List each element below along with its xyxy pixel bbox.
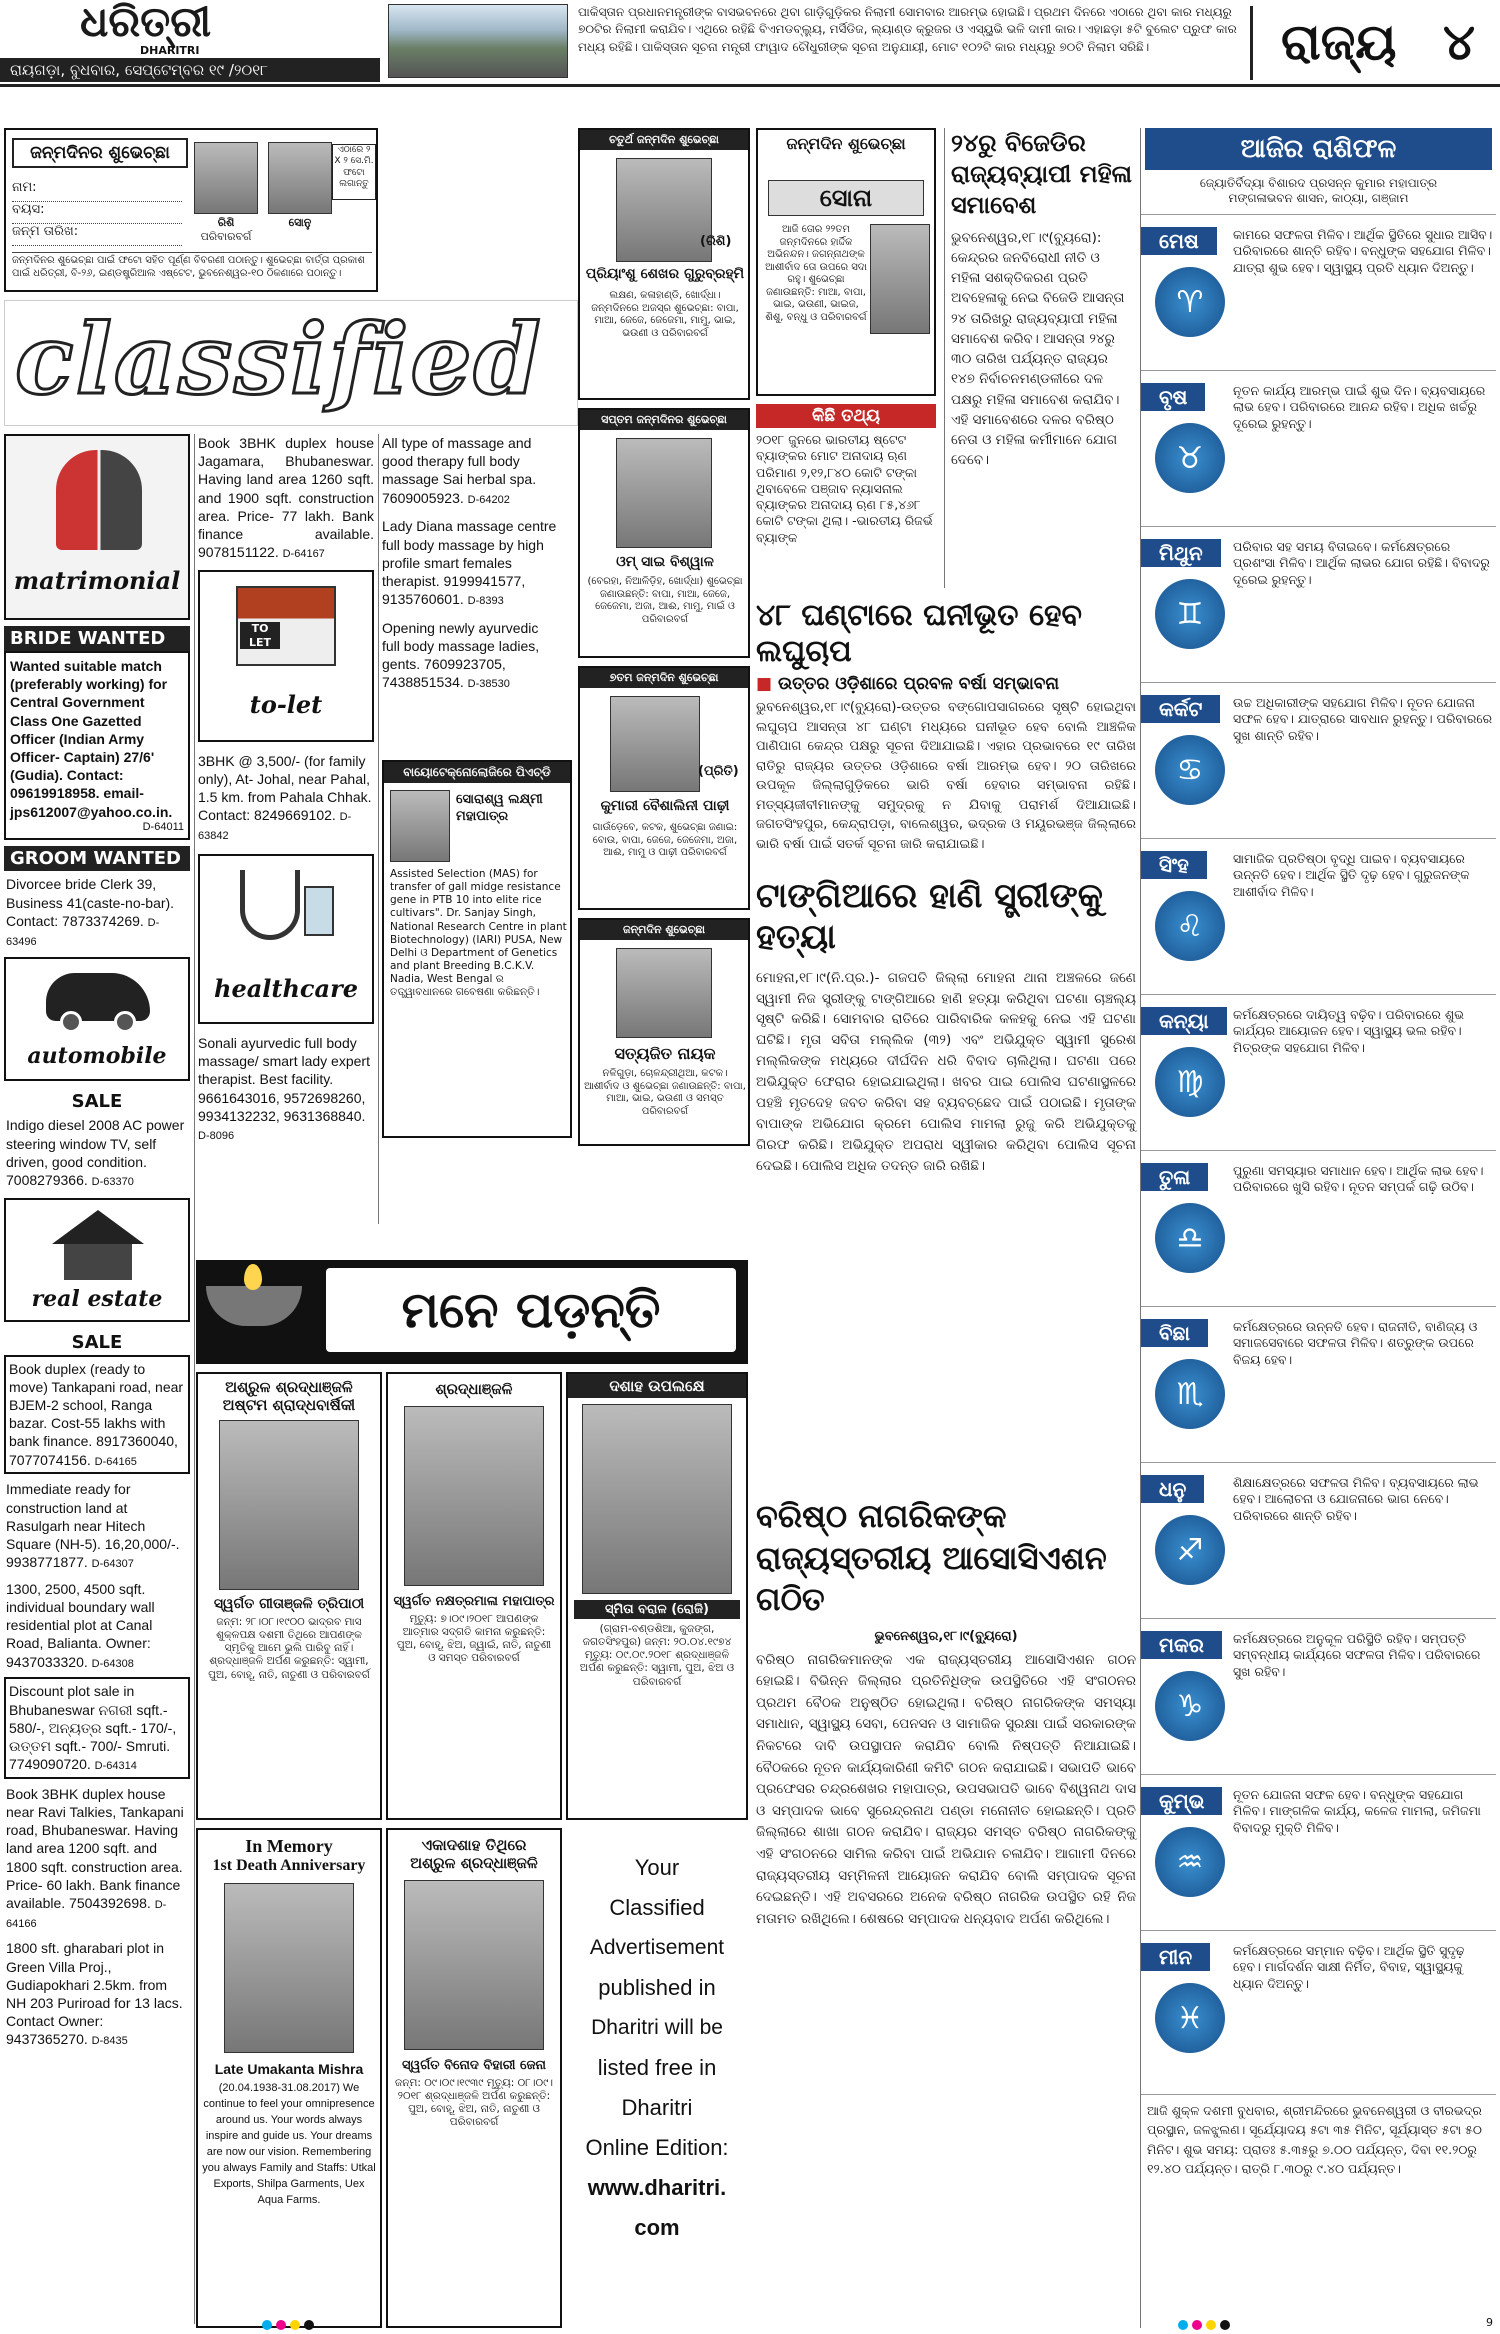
photo-size-note: ଏଠାରେ ୨ X ୨ ସେ.ମି. ଫଟୋ ଲଗାନ୍ତୁ (332, 144, 376, 200)
col2-ad-0-code: D-64167 (282, 548, 325, 561)
sign-pisces-label: ମୀନ (1141, 1943, 1210, 1971)
sign-libra-label: ତୁଳା (1141, 1163, 1208, 1191)
re-ad-3-text: Discount plot sale in Bhubaneswar ନଗରୀ sqft.- 580/-, ଅନ୍ୟତ୍ର sqft.- 170/-, ଉତ୍ତମ sqft.- 700/- Smruti. 7749090720. (9, 1683, 177, 1773)
classified-banner (4, 300, 578, 426)
lamp-icon (206, 1286, 302, 1326)
car-wheel-left-icon (60, 1011, 82, 1033)
birthday-ad-2-photo (610, 696, 700, 792)
weather-subhead-text: ଉତ୍ତର ଓଡ଼ିଶାରେ ପ୍ରବଳ ବର୍ଷା ସମ୍ଭାବନା (777, 674, 1059, 694)
parking-lot-photo (388, 4, 568, 78)
fact-text: ୨୦୧୮ ଜୁନରେ ଭାରତୀୟ ଷ୍ଟେଟ ବ୍ୟାଙ୍କର ମୋଟ ଅନାଦାୟ ଋଣ ପରିମାଣ ୨,୧୨,୮୪୦ କୋଟି ଟଙ୍କା ଥିବାବେଳେ ପଞ୍ଜାବ ନ୍ୟାସନାଲ ବ୍ୟାଙ୍କର ଅନାଦାୟ ଋଣ ୮୫,୪୬୮ କୋଟି ଟଙ୍କା ଥିଲା। -ଭାରତୀୟ ରିଜର୍ଭ ବ୍ୟାଙ୍କ (756, 432, 933, 545)
re-ad-5 (4, 1933, 190, 2051)
col3-ad-2-text: Opening newly ayurvedic full body massage ladies, gents. 7609923705, 7438851534. (382, 619, 540, 691)
obituary-ad-1-name: ସ୍ୱର୍ଗତ ନକ୍ଷତ୍ରମାଳା ମହାପାତ୍ର (393, 1594, 555, 1609)
col3-ad-1-text: Lady Diana massage centre full body massage by high profile smart females therapist. 9199941577, 9135760601. (382, 518, 557, 608)
car-wheel-right-icon (114, 1011, 136, 1033)
birthday-ad-1-head: ସପ୍ତମ ଜନ୍ମଦିନର ଶୁଭେଚ୍ଛା (580, 410, 748, 430)
groom-wanted-code: D-63496 (6, 916, 160, 948)
horoscope-byline-2: ମଙ୍ଗଳାଭବନ ଶାସନ, କାଠ୍ୟା, ଗଞ୍ଜାମ (1228, 191, 1409, 205)
realestate-graphic (4, 1198, 190, 1322)
thesis-ad (382, 760, 572, 1138)
sign-virgo-text: କର୍ମକ୍ଷେତ୍ରରେ ଦାୟିତ୍ୱ ବଢ଼ିବ। ପରିବାରରେ ଶୁଭ କାର୍ଯ୍ୟର ଆୟୋଜନ ହେବ। ସ୍ୱାସ୍ଥ୍ୟ ଭଲ ରହିବ। ମିତ୍ରଙ୍କ ସହଯୋଗ ମିଳିବ। (1233, 1007, 1464, 1055)
classified-col-2 (198, 434, 374, 1224)
photo-subcaption: ପରିବାରବର୍ଗ (200, 230, 252, 243)
promo-line-6: Dharitri (621, 2095, 693, 2120)
obituary-ad-2-photo (582, 1404, 732, 1594)
thesis-name: ସୋରାଶ୍ୱ ଲକ୍ଷ୍ମୀ ମହାପାତ୍ର (456, 792, 543, 824)
obituary-ad-0 (196, 1372, 382, 1820)
matrimonial-graphic (4, 434, 190, 620)
obituary-ad-1-photo (404, 1406, 544, 1586)
horoscope-signs (1141, 214, 1496, 2086)
sign-aquarius (1141, 1774, 1496, 1930)
sign-pisces-text: କର୍ମକ୍ଷେତ୍ରରେ ସମ୍ମାନ ବଢ଼ିବ। ଆର୍ଥିକ ସ୍ଥିତି ସୁଦୃଢ଼ ହେବ। ମାର୍ଗଦର୍ଶନ ସାକ୍ଷୀ ନିର୍ମିତ, ବିବାହ, ସ୍ୱାସ୍ଥ୍ୟକୁ ଧ୍ୟାନ ଦିଅନ୍ତୁ। (1233, 1943, 1465, 1991)
healthcare-graphic (198, 854, 374, 1024)
sign-cancer-text: ଉଚ୍ଚ ଅଧିକାରୀଙ୍କ ସହଯୋଗ ମିଳିବ। ନୂତନ ଯୋଜନା ସଫଳ ହେବ। ଯାତ୍ରାରେ ସାବଧାନ ରୁହନ୍ତୁ। ପରିବାରରେ ସୁଖ ଶାନ୍ତି ରହିବ। (1233, 695, 1493, 743)
birthday-ad-0-nick: (ରିଶି) (700, 234, 732, 249)
re-ad-2-code: D-64308 (91, 1657, 134, 1670)
sign-libra (1141, 1150, 1496, 1306)
sign-aquarius-text: ନୂତନ ଯୋଜନା ସଫଳ ହେବ। ବନ୍ଧୁଙ୍କ ସହଯୋଗ ମିଳିବ। ମାଙ୍ଗଳିକ କାର୍ଯ୍ୟ, କଳେଜ ମାମଲା, ଜମିଜମା ବିବାଦରୁ ମୁକ୍ତି ମିଳିବ। (1233, 1787, 1481, 1835)
sale-code: D-63370 (91, 1175, 134, 1188)
medicine-bottle-icon (304, 886, 334, 936)
col3-ad-0 (382, 434, 558, 507)
groom-wanted-head: GROOM WANTED (4, 846, 190, 871)
obituary-ad-2 (566, 1372, 748, 1820)
photo-caption-2: ସୋନୁ (288, 216, 312, 229)
sign-sagittarius (1141, 1462, 1496, 1618)
birthday-ad-0-photo (616, 158, 712, 262)
obituary-ad-1 (386, 1372, 562, 1820)
promo-line-7: Online Edition: (585, 2135, 729, 2160)
obituary-ad-4-head2: ଅଶ୍ରୁଳ ଶ୍ରଦ୍ଧାଞ୍ଜଳି (410, 1854, 538, 1872)
sign-gemini (1141, 526, 1496, 682)
obituary-ad-3-name: Late Umakanta Mishra (214, 2061, 364, 2077)
house-body-icon (64, 1244, 132, 1280)
birthday-ad-1-text: (ବେରହା, ନିଆଳିଡ଼ିହ, ଖୋର୍ଦ୍ଧା) ଶୁଭେଚ୍ଛା ଜଣାଉଛନ୍ତି: ବାପା, ମାଆ, ଜେଜେ, ଜେଜେମା, ଅଜା, ଆଈ, ମାମୁ, ମାଇଁ ଓ ପରିବାରବର୍ଗ (587, 576, 743, 625)
sign-gemini-text: ପରିବାର ସହ ସମୟ ବିତାଇବେ। କର୍ମକ୍ଷେତ୍ରରେ ପ୍ରଶଂସା ମିଳିବ। ଆର୍ଥିକ ଲାଭର ଯୋଗ ରହିଛି। ବିବାଦରୁ ଦୂରେଇ ରୁହନ୍ତୁ। (1233, 539, 1490, 587)
birthday-ad-0-head: ଚତୁର୍ଥ ଜନ୍ମଦିନ ଶୁଭେଚ୍ଛା (580, 130, 748, 150)
birthday-form-title: ଜନ୍ମଦିନର ଶୁଭେଚ୍ଛା (12, 138, 188, 168)
masthead (0, 0, 1500, 84)
top-story-text: ପାକିସ୍ତାନ ପ୍ରଧାନମନ୍ତ୍ରୀଙ୍କ ବାସଭବନରେ ଥିବା ଗାଡ଼ିଗୁଡ଼ିକର ନିଲାମୀ ସୋମବାର ଆରମ୍ଭ ହୋଇଛି। ପ୍ରଥମ ଦିନରେ ଏଠାରେ ଥିବା କାର ମଧ୍ୟରୁ ୭୦ଟିର ନିଲାମୀ କରାଯିବ। ଏଥିରେ ରହିଛି ବିଏମଡବ୍ଲ୍ୟୁ, ମର୍ସିଡିଜ, ଲ୍ୟାଣ୍ଡ କ୍ରୁଜର ଓ ଏସ୍‌ୟୁଭି ଭଳି ଦାମୀ କାର। ଏହାଛଡ଼ା ୫ଟି ବୁଲେଟ ପ୍ରୁଫ କାର ମଧ୍ୟ ରହିଛି। ପାକିସ୍ତାନ ସୂଚନା ମନ୍ତ୍ରୀ ଫାୱାଦ ଚୌଧୁରୀଙ୍କ ସୂଚନା ଅନୁଯାୟୀ, ମୋଟ ୧୦୨ଟି କାର ମଧ୍ୟରୁ ୭୦ଟି ନିଲାମ ସରିଛି। (578, 5, 1237, 54)
sale-head: SALE (71, 1091, 123, 1113)
sagittarius-icon: ♐ (1155, 1515, 1225, 1585)
obituary-ad-2-name: ସ୍ମିତା ବରାଳ (ରୋଜି) (574, 1600, 740, 1619)
gemini-icon: ♊ (1155, 579, 1225, 649)
sign-cancer (1141, 682, 1496, 838)
obituary-ad-4-name: ସ୍ୱର୍ଗତ ବିନୋଦ ବିହାରୀ ଜେନା (402, 2058, 546, 2073)
yellow-dot-icon (290, 2320, 300, 2330)
libra-icon: ♎ (1155, 1203, 1225, 1273)
horoscope-byline: ଜ୍ୟୋତିର୍ବିଦ୍ୟା ବିଶାରଦ ପ୍ରସନ୍ନ କୁମାର ମହାପାତ୍ର (1199, 176, 1438, 190)
promo-line-3: published in (598, 1975, 716, 2000)
sign-scorpio-label: ବିଛା (1141, 1319, 1208, 1347)
col2-ad-0 (198, 434, 374, 562)
registration-marks-left (262, 2320, 314, 2330)
sona-head: ଜନ୍ମଦିନ ଶୁଭେଚ୍ଛା (786, 134, 906, 153)
re-ad-1 (4, 1474, 190, 1574)
col3-ad-1 (382, 517, 558, 609)
promo-line-5: listed free in (597, 2055, 717, 2080)
bjd-headline: ୨୪ରୁ ବିଜେଡିର ରାଜ୍ୟବ୍ୟାପୀ ମହିଳା ସମାବେଶ (951, 129, 1132, 220)
col3-ad-2-code: D-38530 (467, 678, 510, 691)
birthday-ad-2 (578, 666, 750, 910)
bride-wanted-code: D-64011 (142, 820, 184, 833)
classified-col-1 (4, 434, 190, 2330)
sign-capricorn (1141, 1618, 1496, 1774)
taurus-icon: ♉ (1155, 423, 1225, 493)
birthday-ad-3-text: ନଳିଗୁଡ଼ା, ଚୋଳନ୍ଦ୍ରୀଥିଆ, କଟକ। ଆଶୀର୍ବାଦ ଓ ଶୁଭେଚ୍ଛା ଜଣାଉଛନ୍ତି: ବାପା, ମାଆ, ଭାଇ, ଭଉଣୀ ଓ ସମସ୍ତ ପରିବାରବର୍ଗ (584, 1068, 746, 1117)
col2-ad-1 (198, 752, 374, 844)
couple-illustration (56, 450, 142, 550)
logo-sub: DHARITRI (140, 44, 200, 57)
bjd-body: ଭୁବନେଶ୍ୱର,୧୮।୯(ବ୍ୟୁରୋ): କେନ୍ଦ୍ରର ଜନବିରୋଧୀ ନୀତି ଓ ମହିଳା ସଶକ୍ତିକରଣ ପ୍ରତି ଅବହେଳାକୁ ନେଇ ବିଜେଡି ଆସନ୍ତା ୨୪ ତାରିଖରୁ ରାଜ୍ୟବ୍ୟାପୀ ମହିଳା ସମାବେଶ କରିବ। ଆସନ୍ତା ୨୪ରୁ ୩୦ ତାରିଖ ପର୍ଯ୍ୟନ୍ତ ରାଜ୍ୟର ୧୪୭ ନିର୍ବାଚନମଣ୍ଡଳୀରେ ଦଳ ପକ୍ଷରୁ ମହିଳା ସମାବେଶ କରାଯିବ। ଏହି ସମାବେଶରେ ଦଳର ବରିଷ୍ଠ ନେତା ଓ ମହିଳା କର୍ମୀମାନେ ଯୋଗ ଦେବେ। (951, 229, 1125, 469)
sign-virgo (1141, 994, 1496, 1150)
obituary-ad-0-name: ସ୍ୱର୍ଗତ ଗୀତାଞ୍ଜଳି ତ୍ରିପାଠୀ (213, 1596, 365, 1612)
obituary-ad-2-text: (ଗ୍ରାମ-ବଣ୍ଡଶିଆ, କୁଜଙ୍ଗ, ଜଗତସିଂହପୁର) ଜନ୍ମ: ୨୦.୦୪.୧୯୭୪ ମୃତ୍ୟୁ: ୦୯.୦୯.୨୦୧୮ ଶ୍ରଦ୍ଧାଞ୍ଜଳି ଅର୍ପଣ କରୁଛନ୍ତି: ସ୍ୱାମୀ, ପୁଅ, ଝିଅ ଓ ପରିବାରବର୍ଗ (579, 1623, 735, 1688)
bjd-story (944, 128, 1132, 588)
pisces-icon: ♓ (1155, 1983, 1225, 2053)
obituary-ad-3-photo (224, 1883, 354, 2053)
cyan-dot-icon (1178, 2320, 1188, 2330)
re-ad-1-code: D-64307 (91, 1558, 134, 1571)
re-ad-3-code: D-64314 (94, 1760, 137, 1773)
weather-body: ଭୁବନେଶ୍ୱର,୧୮।୯(ବ୍ୟୁରୋ)-ଉତ୍ତର ବଙ୍ଗୋପସାଗରରେ ସୃଷ୍ଟି ହୋଇଥିବା ଲଘୁଚାପ ଆସନ୍ତା ୪୮ ଘଣ୍ଟା ମଧ୍ୟରେ ଘନୀଭୂତ ହେବ ବୋଲି ଆଞ୍ଚଳିକ ପାଣିପାଗ କେନ୍ଦ୍ର ପକ୍ଷରୁ ସୂଚନା ଦିଆଯାଇଛି। ଏହାର ପ୍ରଭାବରେ ୧୯ ତାରିଖ ରାତିରୁ ରାଜ୍ୟର ଉତ୍ତର ଓଡ଼ିଶାରେ ବର୍ଷା ଆରମ୍ଭ ହେବ। ୨୦ ତାରିଖରେ ଉପକୂଳ ଜିଲ୍ଲାଗୁଡ଼ିକରେ ଭାରି ବର୍ଷା ହେବାର ସମ୍ଭାବନା ରହିଛି। ମତ୍ସ୍ୟଜୀବୀମାନଙ୍କୁ ସମୁଦ୍ରକୁ ନ ଯିବାକୁ ପରାମର୍ଶ ଦିଆଯାଇଛି। ଜଗତସିଂହପୁର, କେନ୍ଦ୍ରାପଡ଼ା, ବାଲେଶ୍ୱର, ଭଦ୍ରକ ଓ ମୟୂରଭଞ୍ଜ ଜିଲ୍ଲାରେ ଭାରି ବର୍ଷା ପାଇଁ ସତର୍କ ସୂଚନା ଜାରି କରାଯାଇଛି। (756, 700, 1136, 852)
online-promo (566, 1828, 748, 2328)
promo-line-2: Advertisement (589, 1936, 725, 1959)
birthday-ad-2-head: ୭ତମ ଜନ୍ମଦିନ ଶୁଭେଚ୍ଛା (580, 668, 748, 688)
obituary-ad-3 (196, 1828, 382, 2328)
crime-story (756, 876, 1136, 1488)
sign-scorpio (1141, 1306, 1496, 1462)
sign-leo-label: ସିଂହ (1141, 851, 1207, 879)
horoscope (1140, 128, 1496, 2328)
sona-name: ସୋନା (768, 180, 924, 216)
sign-pisces (1141, 1930, 1496, 2086)
sign-gemini-label: ମିଥୁନ (1141, 539, 1221, 567)
field-dob[interactable]: ଜନ୍ମ ତାରିଖ: (12, 224, 182, 246)
flame-icon (244, 1264, 262, 1290)
magenta-dot-icon (276, 2320, 286, 2330)
sign-leo (1141, 838, 1496, 994)
re-ad-4-text: Book 3BHK duplex house near Ravi Talkies, Tankapani road, Bhubaneswar. Having land area 1200 sqft. and 1800 sqft. construction area. Price- 60 lakh. Bank finance available. 7504392698. (6, 1785, 184, 1911)
sign-virgo-label: କନ୍ୟା (1141, 1007, 1227, 1035)
birthday-ad-1 (578, 408, 750, 658)
sample-photo-2 (268, 142, 332, 214)
scorpio-icon: ♏ (1155, 1359, 1225, 1429)
col3-ad-1-code: D-8393 (467, 595, 504, 608)
page-number: ୪ (1443, 13, 1476, 71)
birthday-form (4, 128, 378, 292)
col3-ad-0-code: D-64202 (467, 493, 510, 506)
re-ad-2-text: 1300, 2500, 4500 sqft. individual boundary wall residential plot at Canal Road, Balianta. Owner: 9437033320. (6, 1580, 155, 1670)
sign-capricorn-text: କର୍ମକ୍ଷେତ୍ରରେ ଅନୁକୂଳ ପରିସ୍ଥିତି ରହିବ। ସମ୍ପତ୍ତି ସମ୍ବନ୍ଧୀୟ କାର୍ଯ୍ୟରେ ସଫଳତା ମିଳିବ। ପରିବାରରେ ସୁଖ ରହିବ। (1233, 1631, 1481, 1679)
magenta-dot-icon (1192, 2320, 1202, 2330)
house-roof-icon (52, 1210, 144, 1244)
re-ad-0-code: D-64165 (94, 1455, 137, 1468)
logo: ଧରିତ୍ରୀ (80, 0, 212, 46)
re-ad-2 (4, 1574, 190, 1674)
re-ad-5-code: D-8435 (91, 2035, 128, 2048)
obituary-ad-1-head: ଶ୍ରଦ୍ଧାଞ୍ଜଳି (435, 1380, 513, 1398)
weather-headline: ୪୮ ଘଣ୍ଟାରେ ଘନୀଭୂତ ହେବ ଲଘୁଚାପ (756, 598, 1082, 669)
field-name[interactable]: ନାମ: (12, 180, 182, 202)
sign-taurus-text: ନୂତନ କାର୍ଯ୍ୟ ଆରମ୍ଭ ପାଇଁ ଶୁଭ ଦିନ। ବ୍ୟବସାୟରେ ଲାଭ ହେବ। ପରିବାରରେ ଆନନ୍ଦ ରହିବ। ଅଧିକ ଖର୍ଚ୍ଚରୁ ଦୂରେଇ ରୁହନ୍ତୁ। (1233, 383, 1486, 431)
leo-icon: ♌ (1155, 891, 1225, 961)
sale-text: Indigo diesel 2008 AC power steering window TV, self driven, good condition. 7008279366. (6, 1117, 185, 1188)
re-ad-4-code: D-64166 (6, 1898, 167, 1930)
col2-ad-2-text: Sonali ayurvedic full body massage/ smart lady expert therapist. Best facility. 9661643016, 9572698260, 9934132232, 9631368840. (198, 1034, 370, 1124)
aries-icon: ♈ (1155, 267, 1225, 337)
sign-aries-label: ମେଷ (1141, 227, 1217, 255)
weather-story (756, 598, 1136, 868)
birthday-ad-3 (578, 918, 750, 1146)
classified-banner-text: classified (15, 303, 543, 416)
bride-wanted-text: Wanted suitable match (preferably working) for Central Government Class One Gazetted Officer (Indian Army Officer- Captain) 27/6' (Gudia). Contact: 09619918958. email-jps612007@yahoo.co.in. (10, 658, 173, 820)
healthcare-label: healthcare (214, 973, 358, 1003)
obituary-ad-3-text: (20.04.1938-31.08.2017) We continue to feel your omnipresence around us. Your words always inspire and guide us. Your dreams are now our vision. Remembering you always Family and Staffs: Utkal Exports, Shilpa Garments, Uex Aqua Farms. (202, 2082, 376, 2206)
sign-aries-text: କାମରେ ସଫଳତା ମିଳିବ। ଆର୍ଥିକ ସ୍ଥିତିରେ ସୁଧାର ଆସିବ। ପରିବାରରେ ଶାନ୍ତି ରହିବ। ବନ୍ଧୁଙ୍କ ସହଯୋଗ ମିଳିବ। ଯାତ୍ରା ଶୁଭ ହେବ। ସ୍ୱାସ୍ଥ୍ୟ ପ୍ରତି ଧ୍ୟାନ ଦିଅନ୍ତୁ। (1233, 227, 1493, 275)
cancer-icon: ♋ (1155, 735, 1225, 805)
groom-wanted-ad (4, 871, 190, 953)
promo-url-2[interactable]: com (634, 2215, 680, 2240)
col3-ad-0-text: All type of massage and good therapy full body massage Sai herbal spa. 7609005923. (382, 435, 537, 506)
column-rule (194, 434, 195, 2324)
section-name: ରାଜ୍ୟ (1281, 13, 1397, 71)
bride-wanted-head: BRIDE WANTED (4, 626, 190, 651)
obituary-ad-0-head: ଅଶ୍ରୁଳ ଶ୍ରଦ୍ଧାଞ୍ଜଳି (225, 1378, 353, 1396)
horoscope-title: ଆଜିର ରାଶିଫଳ (1145, 128, 1492, 170)
senior-story (756, 1496, 1136, 2328)
sign-capricorn-label: ମକର (1141, 1631, 1222, 1659)
matrimonial-label: matrimonial (13, 566, 181, 595)
birthday-ad-3-photo (616, 948, 712, 1038)
sign-aries (1141, 214, 1496, 370)
photo-caption-1: ରିଶି (217, 216, 235, 229)
promo-line-0: Your (634, 1855, 680, 1880)
re-ad-5-text: 1800 sft. gharabari plot in Green Villa Proj., Gudiapokhari 2.5km. from NH 203 Puriroad for 13 lacs. Contact Owner: 9437365270. (6, 1940, 183, 2048)
obituary-ad-1-text: ମୃତ୍ୟୁ: ୭।୦୯।୨୦୧୮ ଆପଣଙ୍କ ଆତ୍ମାର ସଦ୍‌ଗତି କାମନା କରୁଛନ୍ତି: ପୁଅ, ବୋହୂ, ଝିଅ, ଜ୍ୱାଇଁ, ନାତି, ନାତୁଣୀ ଓ ସମସ୍ତ ପରିବାରବର୍ଗ (396, 1613, 552, 1665)
senior-dateline: ଭୁବନେଶ୍ୱର,୧୮।୯(ବ୍ୟୁରୋ) (874, 1628, 1018, 1644)
sign-taurus (1141, 370, 1496, 526)
promo-line-1: Classified (609, 1895, 705, 1920)
registration-marks-right (1178, 2320, 1230, 2330)
re-ad-0 (4, 1355, 190, 1475)
birthday-ad-3-name: ସତ୍ୟଜିତ ନାୟକ (614, 1044, 716, 1063)
obituary-ad-3-head: In Memory (245, 1836, 333, 1856)
capricorn-icon: ♑ (1155, 1671, 1225, 1741)
cyan-dot-icon (262, 2320, 272, 2330)
automobile-graphic (4, 957, 190, 1081)
obituary-ad-4 (386, 1828, 562, 2328)
realestate-label: real estate (31, 1285, 163, 1312)
classified-col-3 (382, 434, 558, 764)
birthday-ad-0-name: ପ୍ରିୟାଂଶୁ ଶେଖର ଗୁରୁବ୍ରହ୍ମି (585, 266, 745, 282)
fact-box (756, 404, 936, 592)
fact-head: କିଛି ତଥ୍ୟ (756, 404, 936, 428)
footer (0, 2316, 1500, 2334)
sign-sagittarius-label: ଧନୁ (1141, 1475, 1204, 1503)
obituary-ad-4-photo (404, 1880, 544, 2050)
crime-headline: ଟାଙ୍ଗିଆରେ ହାଣି ସ୍ତ୍ରୀଙ୍କୁ ହତ୍ୟା (756, 876, 1103, 957)
birthday-ads-column (578, 128, 750, 1138)
obituary-ad-4-head: ଏକାଦଶାହ ତିଥିରେ (421, 1836, 527, 1854)
re-ad-3 (4, 1677, 190, 1779)
sign-libra-text: ପୁରୁଣା ସମସ୍ୟାର ସମାଧାନ ହେବ। ଆର୍ଥିକ ଲାଭ ହେବ। ପରିବାରରେ ଖୁସି ରହିବ। ନୂତନ ସମ୍ପର୍କ ଗଢ଼ି ଉଠିବ। (1233, 1163, 1484, 1195)
obituary-ad-0-photo (219, 1420, 359, 1590)
crime-body: ମୋହନା,୧୮।୯(ନି.ପ୍ର.)- ଗଜପତି ଜିଲ୍ଲା ମୋହନା ଥାନା ଅଞ୍ଚଳରେ ଜଣେ ସ୍ୱାମୀ ନିଜ ସ୍ତ୍ରୀଙ୍କୁ ଟାଙ୍ଗିଆରେ ହାଣି ହତ୍ୟା କରିଥିବା ଘଟଣା ଚାଞ୍ଚଲ୍ୟ ସୃଷ୍ଟି କରିଛି। ସୋମବାର ରାତିରେ ପାରିବାରିକ କଳହକୁ ନେଇ ଏହି ଘଟଣା ଘଟିଛି। ମୃତା ସବିତା ମଲ୍ଲିକ (୩୨) ଏବଂ ଅଭିଯୁକ୍ତ ସ୍ୱାମୀ ସୁରେଶ ମଲ୍ଲିକଙ୍କ ମଧ୍ୟରେ ଦୀର୍ଘଦିନ ଧରି ବିବାଦ ଚାଲିଥିଲା। ଘଟଣା ପରେ ଅଭିଯୁକ୍ତ ଫେରାର ହୋଇଯାଇଥିଲା। ଖବର ପାଇ ପୋଲିସ ଘଟଣାସ୍ଥଳରେ ପହଞ୍ଚି ମୃତଦେହ ଜବତ କରିବା ସହ ବ୍ୟବଚ୍ଛେଦ ପାଇଁ ପଠାଇଛି। ମୃତାଙ୍କ ବାପାଙ୍କ ଅଭିଯୋଗ କ୍ରମେ ପୋଲିସ ମାମଲା ରୁଜୁ କରି ଅଭିଯୁକ୍ତକୁ ଗିରଫ କରିଛି। ଅଭିଯୁକ୍ତ ଅପରାଧ ସ୍ୱୀକାର କରିଥିବା ପୋଲିସ ସୂଚନା ଦେଇଛି। ପୋଲିସ ଅଧିକ ତଦନ୍ତ ଜାରି ରଖିଛି। (756, 969, 1136, 1174)
col2-ad-0-text: Book 3BHK duplex house Jagamara, Bhubaneswar. Having land area 1260 sqft. and 1900 sqft. construction area. Price- 77 lakh. Bank finance available. 9078151122. (198, 435, 374, 561)
birthday-ad-1-name: ଓମ୍ ସାଇ ବିଶ୍ୱାଳ (616, 554, 714, 570)
sign-aquarius-label: କୁମ୍ଭ (1141, 1787, 1222, 1815)
dateline: ରାୟଗଡ଼ା, ବୁଧବାର, ସେପ୍ଟେମ୍ବର ୧୯ /୨୦୧୮ (0, 58, 380, 82)
yellow-dot-icon (1206, 2320, 1216, 2330)
birthday-ad-2-nick: (ପ୍ରିତି) (698, 764, 739, 779)
birthday-ad-0 (578, 128, 750, 400)
col2-ad-2-code: D-8096 (198, 1129, 235, 1142)
tolet-graphic (198, 570, 374, 742)
re-ad-0-text: Book duplex (ready to move) Tankapani road, near BJEM-2 school, Ranga bazar. Cost-55 lakhs with bank finance. 8917360040, 7077074156. (9, 1360, 184, 1468)
birthday-ad-3-head: ଜନ୍ମଦିନ ଶୁଭେଚ୍ଛା (580, 920, 748, 940)
panchang: ଆଜି ଶୁକ୍ଳ ଦଶମୀ ବୁଧବାର, ଶ୍ରୀମନ୍ଦିରରେ ଭୁବନେଶ୍ୱରୀ ଓ ବୀରଭଦ୍ର ପ୍ରସ୍ଥାନ, ଜଳଝୁଲଣ। ସୂର୍ଯ୍ୟୋଦୟ ୫ଟା ୩୫ ମିନିଟ, ସୂର୍ଯ୍ୟାସ୍ତ ୫ଟା ୫୦ ମିନିଟ। ଶୁଭ ସମୟ: ପ୍ରାତଃ ୫.୩୫ରୁ ୭.୦୦ ପର୍ଯ୍ୟନ୍ତ, ଦିବା ୧୧.୨୦ରୁ ୧୨.୪୦ ପର୍ଯ୍ୟନ୍ତ। ରାତ୍ରି ୮.୩୦ରୁ ୯.୪୦ ପର୍ଯ୍ୟନ୍ତ। (1141, 2094, 1496, 2179)
thesis-head: ବାୟୋଟେକ୍‌ନୋଲୋଜିରେ ପିଏଚ୍‌ଡି (384, 762, 570, 783)
sample-photo-1 (194, 142, 258, 214)
birthday-ad-0-text: ଲକ୍ଷଣ, କଳାହାଣ୍ଡି, ଖୋର୍ଦ୍ଧା। ଜନ୍ମଦିନରେ ଅଜସ୍ର ଶୁଭେଚ୍ଛା: ବାପା, ମାଆ, ଜେଜେ, ଜେଜେମା, ମାମୁ, ଭାଇ, ଭଉଣୀ ଓ ପରିବାରବର୍ଗ (591, 290, 739, 339)
red-square-icon: ■ (756, 674, 778, 694)
col2-ad-2 (198, 1034, 374, 1144)
col3-ad-2 (382, 619, 558, 692)
sona-text: ଆଜି ତୋର ୨୨ତମ ଜନ୍ମଦିନରେ ହାର୍ଦ୍ଦିକ ଅଭିନନ୍ଦନ। ଜଗନ୍ନାଥଙ୍କ ଆଶୀର୍ବାଦ ତୋ ଉପରେ ସଦା ରହୁ। ଶୁଭେଚ୍ଛା ଜଣାଉଛନ୍ତି: ମାଆ, ବାପା, ଭାଇ, ଭଉଣୀ, ଭାଇଜ, ଶିଶୁ, ବନ୍ଧୁ ଓ ପରିବାରବର୍ଗ (765, 224, 867, 323)
birthday-ad-2-text: ଗାଉଁଡ଼େବେ, କଟକ, ଶୁଭେଚ୍ଛା ଜଣାଇ: ବୋଉ, ବାପା, ଜେଜେ, ଜେଜେମା, ଅଜା, ଆଈ, ମାମୁ ଓ ପାଢ଼ୀ ପରିବାରବର୍ଗ (592, 822, 738, 858)
re-ad-1-text: Immediate ready for construction land at Rasulgarh near Hitech Square (NH-5). 16,20,000/-. 9938771877. (6, 1481, 180, 1571)
obituary-ad-3-head2: 1st Death Anniversary (212, 1857, 366, 1874)
obituary-ad-2-head: ଦଶାହ ଉପଲକ୍ଷେ (568, 1374, 746, 1398)
obituary-ad-0-text: ଜନ୍ମ: ୨୮।୦୮।୧୯୦୦ ଭାଦ୍ରବ ମାସ ଶୁକ୍ଳପକ୍ଷ ଦଶମୀ ତିଥିରେ ଆପଣଙ୍କ ସ୍ମୃତିକୁ ଆମେ ଭୁଲି ପାରିବୁ ନାହିଁ। ଶ୍ରଦ୍ଧାଞ୍ଜଳି ଅର୍ପଣ କରୁଛନ୍ତି: ସ୍ୱାମୀ, ପୁଅ, ବୋହୂ, ନାତି, ନାତୁଣୀ ଓ ପରିବାରବର୍ଗ (208, 1616, 370, 1681)
promo-url[interactable]: www.dharitri. (587, 2175, 727, 2200)
footer-page-number: 9 (1486, 2316, 1493, 2329)
obituary-ad-0-head2: ଅଷ୍ଟମ ଶ୍ରାଦ୍ଧବାର୍ଷିକୀ (222, 1396, 356, 1414)
thesis-photo (390, 790, 450, 862)
sona-photo (870, 224, 930, 334)
masthead-rule (0, 84, 1500, 87)
col2-ad-1-text: 3BHK @ 3,500/- (for family only), At- Johal, near Pahal, 1.5 km. from Pahala Chhak. Contact: 8249669102. (198, 752, 372, 824)
col2-ad-1-code: D-63842 (198, 811, 352, 843)
senior-body: ବରିଷ୍ଠ ନାଗରିକମାନଙ୍କ ଏକ ରାଜ୍ୟସ୍ତରୀୟ ଆସୋସିଏଶନ ଗଠନ ହୋଇଛି। ବିଭିନ୍ନ ଜିଲ୍ଲାର ପ୍ରତିନିଧିଙ୍କ ଉପସ୍ଥିତିରେ ଏହି ସଂଗଠନର ପ୍ରଥମ ବୈଠକ ଅନୁଷ୍ଠିତ ହୋଇଥିଲା। ବରିଷ୍ଠ ନାଗରିକଙ୍କ ସମସ୍ୟା ସମାଧାନ, ସ୍ୱାସ୍ଥ୍ୟ ସେବା, ପେନସନ ଓ ସାମାଜିକ ସୁରକ୍ଷା ପାଇଁ ସରକାରଙ୍କ ନିକଟରେ ଦାବି ଉପସ୍ଥାପନ କରାଯିବ ବୋଲି ନିଷ୍ପତ୍ତି ନିଆଯାଇଛି। ବୈଠକରେ ନୂତନ କାର୍ଯ୍ୟକାରିଣୀ କମିଟି ଗଠନ କରାଯାଇଛି। ସଭାପତି ଭାବେ ପ୍ରଫେସର ଚନ୍ଦ୍ରଶେଖର ମହାପାତ୍ର, ଉପସଭାପତି ଭାବେ ବିଶ୍ୱନାଥ ଦାସ ଓ ସମ୍ପାଦକ ଭାବେ ସୁରେନ୍ଦ୍ରନାଥ ପଣ୍ଡା ମନୋନୀତ ହୋଇଛନ୍ତି। ପ୍ରତି ଜିଲ୍ଲାରେ ଶାଖା ଗଠନ କରାଯିବ। ରାଜ୍ୟର ସମସ୍ତ ବରିଷ୍ଠ ନାଗରିକଙ୍କୁ ଏହି ସଂଗଠନରେ ସାମିଲ କରିବା ପାଇଁ ଅଭିଯାନ ଚଳାଯିବ। ଆଗାମୀ ଦିନରେ ରାଜ୍ୟସ୍ତରୀୟ ସମ୍ମିଳନୀ ଆୟୋଜନ କରାଯିବ ବୋଲି ସମ୍ପାଦକ ସୂଚନା ଦେଇଛନ୍ତି। ଏହି ଅବସରରେ ଅନେକ ବରିଷ୍ଠ ନାଗରିକ ଉପସ୍ଥିତ ରହି ନିଜ ମତାମତ ରଖିଥିଲେ। ଶେଷରେ ସମ୍ପାଦକ ଧନ୍ୟବାଦ ଅର୍ପଣ କରିଥିଲେ। (756, 1651, 1136, 1927)
section-box (1250, 6, 1500, 80)
sign-scorpio-text: କର୍ମକ୍ଷେତ୍ରରେ ଉନ୍ନତି ହେବ। ରାଜନୀତି, ବାଣିଜ୍ୟ ଓ ସମାଜସେବାରେ ସଫଳତା ମିଳିବ। ଶତ୍ରୁଙ୍କ ଉପରେ ବିଜୟ ହେବ। (1233, 1319, 1478, 1367)
obituary-ad-4-text: ଜନ୍ମ: ୦୯।୦୯।୧୯୩୯ ମୃତ୍ୟୁ: ୦୮।୦୯।୨୦୧୮ ଶ୍ରଦ୍ଧାଞ୍ଜଳି ଅର୍ପଣ କରୁଛନ୍ତି: ପୁଅ, ବୋହୂ, ଝିଅ, ନାତି, ନାତୁଣୀ ଓ ପରିବାରବର୍ଗ (394, 2077, 554, 2129)
aquarius-icon: ♒ (1155, 1827, 1225, 1897)
re-ad-4 (4, 1779, 190, 1934)
sign-sagittarius-text: ଶିକ୍ଷାକ୍ଷେତ୍ରରେ ସଫଳତା ମିଳିବ। ବ୍ୟବସାୟରେ ଲାଭ ହେବ। ଆଲୋଚନା ଓ ଯୋଜନାରେ ଭାଗ ନେବେ। ପରିବାରରେ ଶାନ୍ତି ରହିବ। (1233, 1475, 1479, 1523)
tolet-label: to-let (249, 689, 323, 719)
birthday-form-note: ଜନ୍ମଦିନର ଶୁଭେଚ୍ଛା ପାଇଁ ଫଟୋ ସହିତ ପୂର୍ଣ୍ଣ ବିବରଣୀ ପଠାନ୍ତୁ। ଶୁଭେଚ୍ଛା ବାର୍ତ୍ତା ପ୍ରକାଶ ପାଇଁ ଧରିତ୍ରୀ, ବି-୨୬, ଇଣ୍ଡଷ୍ଟ୍ରିଆଲ ଏଷ୍ଟେଟ, ଭୁବନେଶ୍ୱର-୧୦ ଠିକଣାରେ ପଠାନ୍ତୁ। (12, 252, 372, 290)
promo-line-4: Dharitri will be (591, 2016, 723, 2039)
sale-ad (4, 1112, 190, 1193)
groom-wanted-text: Divorcee bride Clerk 39, Business 41(caste-no-bar). Contact: 7873374269. (6, 876, 175, 929)
sign-cancer-label: କର୍କଟ (1141, 695, 1220, 723)
sign-leo-text: ସାମାଜିକ ପ୍ରତିଷ୍ଠା ବୃଦ୍ଧି ପାଇବ। ବ୍ୟବସାୟରେ ଉନ୍ନତି ହେବ। ଆର୍ଥିକ ସ୍ଥିତି ଦୃଢ଼ ହେବ। ଗୁରୁଜନଙ୍କ ଆଶୀର୍ବାଦ ମିଳିବ। (1233, 851, 1470, 899)
tolet-sign-icon: TO LET (240, 622, 280, 650)
column-rule (378, 434, 379, 1224)
birthday-form-fields (12, 180, 182, 246)
obituary-banner (196, 1260, 748, 1364)
black-dot-icon (304, 2320, 314, 2330)
bride-wanted-ad (4, 651, 190, 840)
birthday-ad-1-photo (616, 438, 712, 548)
obituary-banner-title: ମନେ ପଡ଼ନ୍ତି (326, 1268, 736, 1352)
senior-headline: ବରିଷ୍ଠ ନାଗରିକଙ୍କ ରାଜ୍ୟସ୍ତରୀୟ ଆସୋସିଏଶନ ଗଠିତ (756, 1497, 1107, 1619)
birthday-ad-2-name: କୁମାରୀ ବୈଶାଲିନୀ ପାଢ଼ୀ (600, 798, 730, 814)
automobile-label: automobile (27, 1043, 167, 1070)
sign-taurus-label: ବୃଷ (1141, 383, 1205, 411)
virgo-icon: ♍ (1155, 1047, 1225, 1117)
weather-subhead (756, 674, 1136, 694)
sona-ad (756, 128, 936, 396)
sale2-head: SALE (71, 1331, 123, 1353)
field-age[interactable]: ବୟସ: (12, 202, 182, 224)
black-dot-icon (1220, 2320, 1230, 2330)
thesis-text: Assisted Selection (MAS) for transfer of gall midge resistance gene in PTB 10 into elite rice cultivars". Dr. Sanjay Singh, National Research Centre in plant Biotechnology) (IARI) PUSA, New Delhi ଓ Department of Genetics and plant Breeding B.C.K.V. Nadia, West Bengal ର ତତ୍ତ୍ୱାବଧାନରେ ଗବେଷଣା କରିଛନ୍ତି। (390, 868, 567, 999)
stethoscope-icon (240, 870, 300, 940)
